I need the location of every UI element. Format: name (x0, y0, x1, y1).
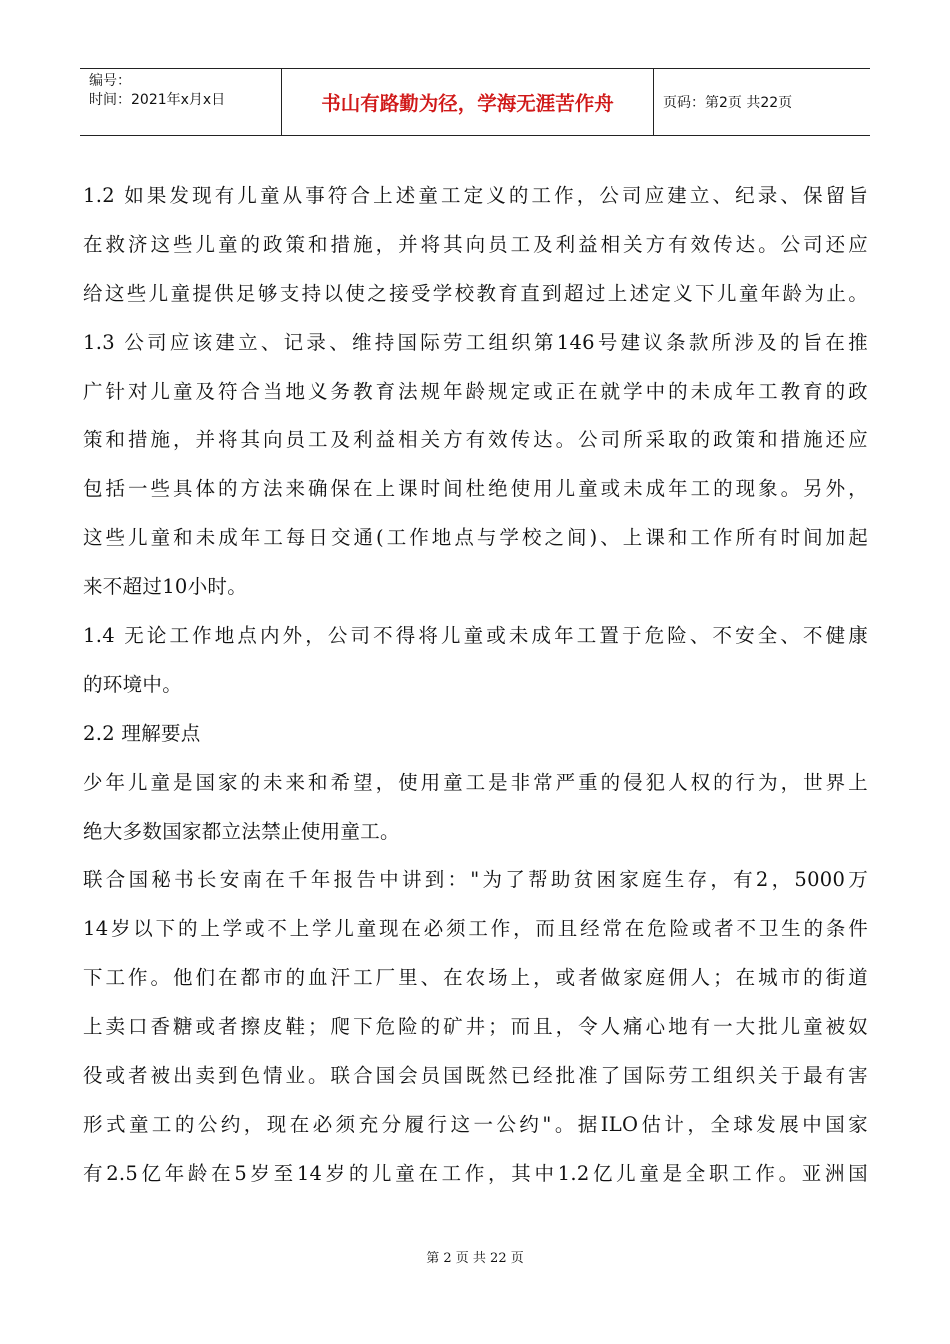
header-page-number: 页码：第2页 共22页 (663, 95, 793, 111)
body-line: 包括一些具体的方法来确保在上课时间杜绝使用儿童或未成年工的现象。另外， (83, 477, 868, 501)
body-line: 联合国秘书长安南在千年报告中讲到："为了帮助贫困家庭生存，有2，5000万 (83, 868, 868, 892)
document-number-label: 编号： (89, 73, 131, 89)
body-line: 上卖口香糖或者擦皮鞋；爬下危险的矿井；而且，令人痛心地有一大批儿童被奴 (83, 1015, 868, 1039)
body-line: 策和措施，并将其向员工及利益相关方有效传达。公司所采取的政策和措施还应 (83, 428, 868, 452)
body-line: 1.3 公司应该建立、记录、维持国际劳工组织第146号建议条款所涉及的旨在推 (83, 330, 868, 354)
header-meta (80, 69, 282, 135)
document-date-label: 时间：2021年x月x日 (89, 92, 226, 108)
page-footer: 第 2 页 共 22 页 (426, 1251, 524, 1266)
document-body (83, 172, 868, 1199)
body-line: 这些儿童和未成年工每日交通(工作地点与学校之间)、上课和工作所有时间加起 (83, 526, 868, 550)
body-line: 来不超过10小时。 (83, 575, 248, 599)
body-line: 14岁以下的上学或不上学儿童现在必须工作，而且经常在危险或者不卫生的条件 (83, 917, 868, 941)
body-line: 给这些儿童提供足够支持以使之接受学校教育直到超过上述定义下儿童年龄为止。 (83, 281, 868, 305)
body-line: 1.2 如果发现有儿童从事符合上述童工定义的工作，公司应建立、纪录、保留旨 (83, 184, 868, 207)
body-line: 在救济这些儿童的政策和措施，并将其向员工及利益相关方有效传达。公司还应 (83, 232, 868, 256)
body-line: 少年儿童是国家的未来和希望，使用童工是非常严重的侵犯人权的行为，世界上 (83, 770, 868, 794)
body-line: 有2.5亿年龄在5岁至14岁的儿童在工作，其中1.2亿儿童是全职工作。亚洲国 (83, 1161, 868, 1185)
section-heading: 2.2 理解要点 (83, 721, 201, 745)
body-line: 绝大多数国家都立法禁止使用童工。 (83, 819, 400, 843)
body-line: 的环境中。 (83, 672, 183, 696)
header-motto: 书山有路勤为径，学海无涯苦作舟 (282, 69, 654, 135)
body-line: 广针对儿童及符合当地义务教育法规年龄规定或正在就学中的未成年工教育的政 (83, 379, 868, 403)
body-line: 下工作。他们在都市的血汗工厂里、在农场上，或者做家庭佣人；在城市的街道 (83, 966, 868, 990)
page-header (80, 68, 870, 136)
body-line: 1.4 无论工作地点内外，公司不得将儿童或未成年工置于危险、不安全、不健康 (83, 624, 868, 648)
body-line: 形式童工的公约，现在必须充分履行这一公约"。据ILO估计，全球发展中国家 (83, 1112, 868, 1136)
body-line: 役或者被出卖到色情业。联合国会员国既然已经批准了国际劳工组织关于最有害 (83, 1064, 868, 1088)
